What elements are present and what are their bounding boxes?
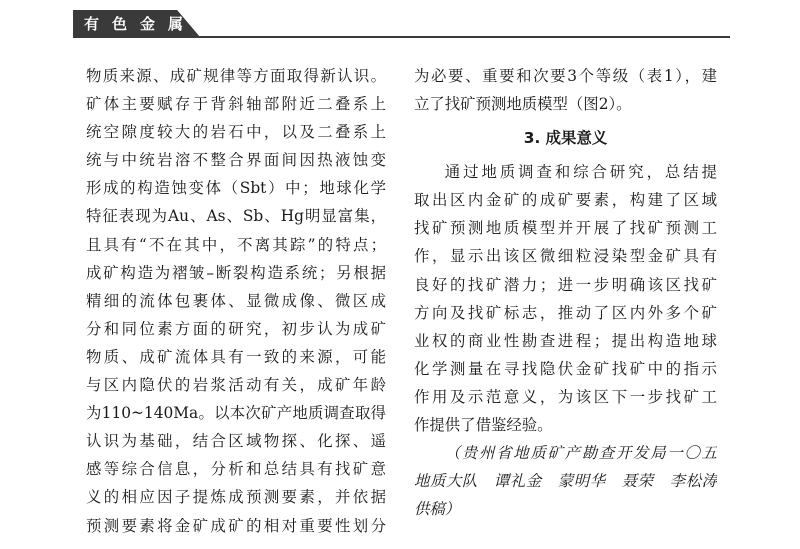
body-line: 物质来源、成矿规律等方面取得新认识。 — [86, 67, 386, 85]
body-line: 义的相应因子提炼成预测要素，并依据 — [86, 488, 386, 507]
body-line: 特征表现为Au、As、Sb、Hg明显富集， — [86, 207, 386, 226]
right-column — [414, 62, 717, 523]
body-line: 取出区内金矿的成矿要素，构建了区域 — [414, 191, 717, 210]
body-line: 矿体主要赋存于背斜轴部附近二叠系上 — [86, 95, 386, 114]
body-line: 良好的找矿潜力；进一步明确该区找矿 — [414, 275, 717, 294]
body-line: 立了找矿预测地质模型（图2）。 — [414, 95, 632, 114]
body-line: 业权的商业性勘查进程；提出构造地球 — [414, 331, 717, 350]
header-rule — [73, 36, 730, 38]
body-line: 且具有“不在其中，不离其踪”的特点； — [86, 235, 386, 254]
body-line: 化学测量在寻找隐伏金矿找矿中的指示 — [414, 359, 717, 378]
body-line: 认识为基础，结合区域物探、化探、遥 — [86, 432, 386, 451]
body-line: 精细的流体包裹体、显微成像、微区成 — [86, 291, 386, 310]
body-line: 统空隙度较大的岩石中，以及二叠系上 — [86, 123, 386, 142]
body-line: 统与中统岩溶不整合界面间因热液蚀变 — [86, 151, 386, 170]
body-line: 方向及找矿标志，推动了区内外多个矿 — [414, 303, 717, 322]
body-line: 感等综合信息，分析和总结具有找矿意 — [86, 460, 386, 479]
body-line: 成矿构造为褶皱–断裂构造系统；另根据 — [86, 263, 386, 282]
credit-line: （贵州省地质矿产勘查开发局一〇五 — [444, 444, 717, 463]
body-line: 为110~140Ma。以本次矿产地质调查取得 — [86, 404, 386, 423]
body-line: 与区内隐伏的岩浆活动有关，成矿年龄 — [86, 376, 386, 395]
body-line: 找矿预测地质模型并开展了找矿预测工 — [414, 219, 717, 238]
section-heading: 3. 成果意义 — [523, 129, 608, 148]
body-line: 分和同位素方面的研究，初步认为成矿 — [86, 319, 386, 338]
body-line: 作提供了借鉴经验。 — [414, 416, 553, 435]
running-header-title: 有色金属 — [84, 15, 197, 33]
credit-line: 供稿） — [414, 500, 461, 519]
body-line: 作用及示范意义，为该区下一步找矿工 — [414, 387, 717, 406]
body-line: 作，显示出该区微细粒浸染型金矿具有 — [414, 247, 717, 266]
credit-line: 地质大队 谭礼金 蒙明华 聂荣 李松涛 — [414, 472, 717, 491]
body-line: 物质、成矿流体具有一致的来源，可能 — [86, 347, 386, 366]
body-line: 为必要、重要和次要3个等级（表1），建 — [414, 67, 717, 85]
body-line: 形成的构造蚀变体（Sbt）中；地球化学 — [86, 179, 386, 198]
body-line: 预测要素将金矿成矿的相对重要性划分 — [86, 516, 386, 535]
left-column — [86, 62, 386, 540]
body-line: 通过地质调查和综合研究，总结提 — [444, 163, 717, 182]
